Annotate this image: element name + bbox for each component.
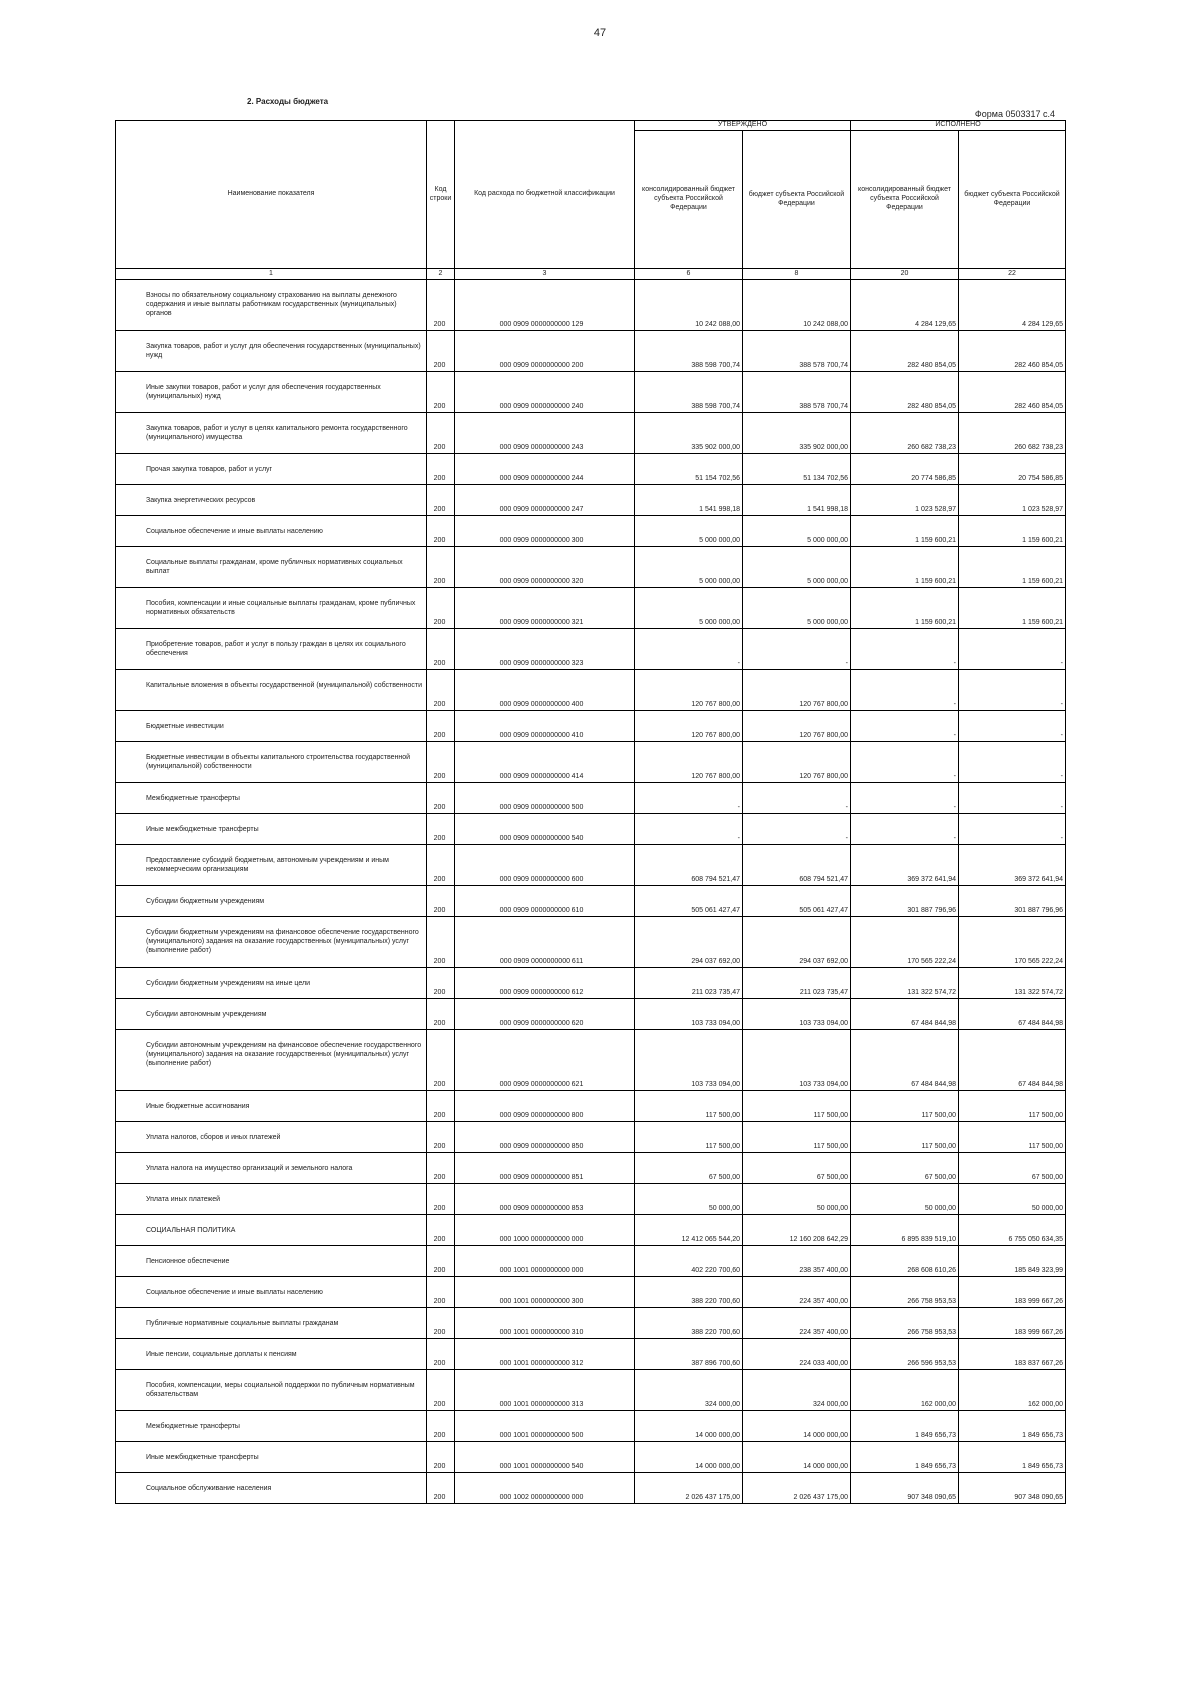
row-classification-code: 000 0909 0000000000 851 (455, 1153, 635, 1184)
table-row (116, 845, 1066, 886)
table-body (116, 280, 1066, 1504)
row-approved-subject: 294 037 692,00 (743, 917, 851, 968)
row-executed-subject: 301 887 796,96 (959, 886, 1066, 917)
row-approved-consolidated: 103 733 094,00 (635, 1030, 743, 1091)
row-approved-consolidated: 117 500,00 (635, 1122, 743, 1153)
table-row (116, 814, 1066, 845)
row-name: Капитальные вложения в объекты государственной (муниципальной) собственности (116, 670, 427, 711)
row-classification-code: 000 0909 0000000000 240 (455, 372, 635, 413)
row-approved-consolidated: 388 598 700,74 (635, 331, 743, 372)
row-line-code: 200 (427, 547, 455, 588)
column-number: 20 (851, 269, 959, 280)
table-row (116, 1442, 1066, 1473)
row-name: Приобретение товаров, работ и услуг в пользу граждан в целях их социального обеспечения (116, 629, 427, 670)
row-approved-subject: 211 023 735,47 (743, 968, 851, 999)
row-approved-consolidated: - (635, 629, 743, 670)
row-name: Социальное обеспечение и иные выплаты населению (116, 1277, 427, 1308)
row-approved-consolidated: 608 794 521,47 (635, 845, 743, 886)
row-approved-subject: 5 000 000,00 (743, 547, 851, 588)
header-name: Наименование показателя (116, 121, 427, 269)
row-executed-consolidated: 117 500,00 (851, 1122, 959, 1153)
row-approved-consolidated: 10 242 088,00 (635, 280, 743, 331)
row-classification-code: 000 1002 0000000000 000 (455, 1473, 635, 1504)
row-executed-consolidated: 1 849 656,73 (851, 1442, 959, 1473)
row-approved-subject: 388 578 700,74 (743, 331, 851, 372)
row-name: Субсидии автономным учреждениям на финансовое обеспечение государственного (муниципального) задания на оказание государственных (муниципальных) услуг (выполнение работ) (116, 1030, 427, 1091)
row-executed-consolidated: - (851, 629, 959, 670)
row-line-code: 200 (427, 783, 455, 814)
row-line-code: 200 (427, 886, 455, 917)
column-numbers-row (116, 269, 1066, 280)
row-line-code: 200 (427, 999, 455, 1030)
row-approved-consolidated: 335 902 000,00 (635, 413, 743, 454)
row-executed-subject: 117 500,00 (959, 1122, 1066, 1153)
table-row (116, 1122, 1066, 1153)
row-approved-consolidated: - (635, 814, 743, 845)
header-line-code: Код строки (427, 121, 455, 269)
row-classification-code: 000 0909 0000000000 853 (455, 1184, 635, 1215)
row-classification-code: 000 0909 0000000000 320 (455, 547, 635, 588)
table-row (116, 588, 1066, 629)
row-name: СОЦИАЛЬНАЯ ПОЛИТИКА (116, 1215, 427, 1246)
table-row (116, 968, 1066, 999)
table-row (116, 742, 1066, 783)
row-executed-consolidated: 117 500,00 (851, 1091, 959, 1122)
row-executed-subject: - (959, 711, 1066, 742)
row-executed-consolidated: 1 849 656,73 (851, 1411, 959, 1442)
row-executed-consolidated: 282 480 854,05 (851, 331, 959, 372)
row-line-code: 200 (427, 742, 455, 783)
row-classification-code: 000 0909 0000000000 500 (455, 783, 635, 814)
row-executed-subject: 170 565 222,24 (959, 917, 1066, 968)
row-approved-consolidated: 12 412 065 544,20 (635, 1215, 743, 1246)
row-executed-subject: 67 484 844,98 (959, 999, 1066, 1030)
row-line-code: 200 (427, 1030, 455, 1091)
row-name: Иные бюджетные ассигнования (116, 1091, 427, 1122)
table-row (116, 1030, 1066, 1091)
row-approved-consolidated: 5 000 000,00 (635, 547, 743, 588)
row-name: Закупка товаров, работ и услуг для обеспечения государственных (муниципальных) нужд (116, 331, 427, 372)
row-line-code: 200 (427, 1215, 455, 1246)
row-name: Межбюджетные трансферты (116, 783, 427, 814)
row-classification-code: 000 0909 0000000000 540 (455, 814, 635, 845)
row-approved-subject: 2 026 437 175,00 (743, 1473, 851, 1504)
table-row (116, 1411, 1066, 1442)
row-name: Социальное обеспечение и иные выплаты населению (116, 516, 427, 547)
header-executed-consolidated: консолидированный бюджет субъекта Российской Федерации (851, 131, 959, 269)
row-executed-subject: 1 023 528,97 (959, 485, 1066, 516)
row-approved-subject: 335 902 000,00 (743, 413, 851, 454)
row-approved-subject: 1 541 998,18 (743, 485, 851, 516)
row-approved-subject: 14 000 000,00 (743, 1411, 851, 1442)
row-executed-subject: 6 755 050 634,35 (959, 1215, 1066, 1246)
row-name: Закупка товаров, работ и услуг в целях капитального ремонта государственного (муниципального) имущества (116, 413, 427, 454)
row-approved-subject: - (743, 629, 851, 670)
row-line-code: 200 (427, 845, 455, 886)
row-classification-code: 000 0909 0000000000 850 (455, 1122, 635, 1153)
row-executed-subject: 4 284 129,65 (959, 280, 1066, 331)
row-executed-subject: 1 849 656,73 (959, 1411, 1066, 1442)
row-approved-subject: 324 000,00 (743, 1370, 851, 1411)
column-number: 8 (743, 269, 851, 280)
table-row (116, 547, 1066, 588)
row-classification-code: 000 0909 0000000000 323 (455, 629, 635, 670)
row-classification-code: 000 0909 0000000000 247 (455, 485, 635, 516)
row-executed-subject: - (959, 670, 1066, 711)
table-row (116, 711, 1066, 742)
column-number: 1 (116, 269, 427, 280)
row-line-code: 200 (427, 968, 455, 999)
row-line-code: 200 (427, 670, 455, 711)
row-classification-code: 000 0909 0000000000 400 (455, 670, 635, 711)
row-approved-consolidated: 1 541 998,18 (635, 485, 743, 516)
row-approved-subject: - (743, 783, 851, 814)
row-executed-subject: - (959, 742, 1066, 783)
row-line-code: 200 (427, 1411, 455, 1442)
row-approved-consolidated: 387 896 700,60 (635, 1339, 743, 1370)
row-line-code: 200 (427, 331, 455, 372)
table-row (116, 454, 1066, 485)
table-row (116, 783, 1066, 814)
table-row (116, 1277, 1066, 1308)
row-executed-consolidated: 131 322 574,72 (851, 968, 959, 999)
row-executed-subject: 67 484 844,98 (959, 1030, 1066, 1091)
row-approved-subject: 120 767 800,00 (743, 742, 851, 783)
row-line-code: 200 (427, 1339, 455, 1370)
row-executed-subject: 162 000,00 (959, 1370, 1066, 1411)
row-name: Прочая закупка товаров, работ и услуг (116, 454, 427, 485)
header-approved-subject: бюджет субъекта Российской Федерации (743, 131, 851, 269)
row-line-code: 200 (427, 1246, 455, 1277)
row-approved-subject: 14 000 000,00 (743, 1442, 851, 1473)
row-executed-consolidated: 266 596 953,53 (851, 1339, 959, 1370)
row-executed-subject: 183 999 667,26 (959, 1277, 1066, 1308)
row-classification-code: 000 0909 0000000000 600 (455, 845, 635, 886)
row-executed-subject: 20 754 586,85 (959, 454, 1066, 485)
table-row (116, 280, 1066, 331)
row-classification-code: 000 0909 0000000000 243 (455, 413, 635, 454)
row-executed-subject: 131 322 574,72 (959, 968, 1066, 999)
row-line-code: 200 (427, 1442, 455, 1473)
row-executed-consolidated: 266 758 953,53 (851, 1308, 959, 1339)
row-line-code: 200 (427, 454, 455, 485)
row-name: Иные пенсии, социальные доплаты к пенсиям (116, 1339, 427, 1370)
row-approved-subject: 12 160 208 642,29 (743, 1215, 851, 1246)
row-approved-consolidated: 5 000 000,00 (635, 588, 743, 629)
row-line-code: 200 (427, 1122, 455, 1153)
row-line-code: 200 (427, 1473, 455, 1504)
row-line-code: 200 (427, 1308, 455, 1339)
table-row (116, 1339, 1066, 1370)
row-line-code: 200 (427, 711, 455, 742)
row-approved-subject: 67 500,00 (743, 1153, 851, 1184)
row-executed-consolidated: 266 758 953,53 (851, 1277, 959, 1308)
row-approved-subject: 388 578 700,74 (743, 372, 851, 413)
row-approved-subject: 51 134 702,56 (743, 454, 851, 485)
table-row (116, 1215, 1066, 1246)
row-name: Уплата иных платежей (116, 1184, 427, 1215)
row-approved-consolidated: 50 000,00 (635, 1184, 743, 1215)
row-name: Субсидии бюджетным учреждениям на финансовое обеспечение государственного (муниципального) задания на оказание государственных (муниципальных) услуг (выполнение работ) (116, 917, 427, 968)
row-name: Социальное обслуживание населения (116, 1473, 427, 1504)
row-classification-code: 000 0909 0000000000 610 (455, 886, 635, 917)
section-title: 2. Расходы бюджета (247, 97, 329, 106)
row-executed-consolidated: 1 159 600,21 (851, 588, 959, 629)
row-line-code: 200 (427, 629, 455, 670)
row-executed-consolidated: 282 480 854,05 (851, 372, 959, 413)
table-row (116, 917, 1066, 968)
row-name: Субсидии бюджетным учреждениям на иные цели (116, 968, 427, 999)
table-row (116, 1473, 1066, 1504)
row-executed-consolidated: 1 023 528,97 (851, 485, 959, 516)
row-name: Пособия, компенсации и иные социальные выплаты гражданам, кроме публичных нормативных обязательств (116, 588, 427, 629)
column-number: 22 (959, 269, 1066, 280)
row-name: Предоставление субсидий бюджетным, автономным учреждениям и иным некоммерческим организациям (116, 845, 427, 886)
row-classification-code: 000 0909 0000000000 410 (455, 711, 635, 742)
row-name: Субсидии автономным учреждениям (116, 999, 427, 1030)
row-executed-consolidated: 1 159 600,21 (851, 547, 959, 588)
table-row (116, 331, 1066, 372)
row-classification-code: 000 0909 0000000000 620 (455, 999, 635, 1030)
row-name: Межбюджетные трансферты (116, 1411, 427, 1442)
row-line-code: 200 (427, 413, 455, 454)
row-executed-subject: - (959, 629, 1066, 670)
row-classification-code: 000 0909 0000000000 129 (455, 280, 635, 331)
row-classification-code: 000 0909 0000000000 200 (455, 331, 635, 372)
row-executed-consolidated: 20 774 586,85 (851, 454, 959, 485)
row-executed-consolidated: - (851, 742, 959, 783)
table-row (116, 1246, 1066, 1277)
row-name: Взносы по обязательному социальному страхованию на выплаты денежного содержания и иные выплаты работникам государственных (муниципальных) органов (116, 280, 427, 331)
row-name: Уплата налогов, сборов и иных платежей (116, 1122, 427, 1153)
table-row (116, 372, 1066, 413)
row-name: Социальные выплаты гражданам, кроме публичных нормативных социальных выплат (116, 547, 427, 588)
row-approved-subject: 224 357 400,00 (743, 1308, 851, 1339)
row-executed-subject: - (959, 783, 1066, 814)
row-approved-consolidated: - (635, 783, 743, 814)
row-executed-subject: 117 500,00 (959, 1091, 1066, 1122)
row-approved-consolidated: 388 220 700,60 (635, 1277, 743, 1308)
row-approved-consolidated: 402 220 700,60 (635, 1246, 743, 1277)
row-approved-subject: 50 000,00 (743, 1184, 851, 1215)
row-classification-code: 000 0909 0000000000 611 (455, 917, 635, 968)
header-classification-code: Код расхода по бюджетной классификации (455, 121, 635, 269)
row-executed-subject: 282 460 854,05 (959, 331, 1066, 372)
row-approved-consolidated: 294 037 692,00 (635, 917, 743, 968)
table-row (116, 516, 1066, 547)
row-line-code: 200 (427, 280, 455, 331)
row-executed-subject: - (959, 814, 1066, 845)
table-row (116, 1370, 1066, 1411)
row-executed-consolidated: - (851, 711, 959, 742)
row-line-code: 200 (427, 1277, 455, 1308)
row-executed-consolidated: - (851, 814, 959, 845)
row-approved-consolidated: 388 220 700,60 (635, 1308, 743, 1339)
row-approved-consolidated: 51 154 702,56 (635, 454, 743, 485)
row-line-code: 200 (427, 485, 455, 516)
row-approved-consolidated: 14 000 000,00 (635, 1411, 743, 1442)
row-executed-subject: 1 159 600,21 (959, 516, 1066, 547)
row-approved-consolidated: 103 733 094,00 (635, 999, 743, 1030)
row-classification-code: 000 0909 0000000000 612 (455, 968, 635, 999)
row-executed-subject: 67 500,00 (959, 1153, 1066, 1184)
row-classification-code: 000 0909 0000000000 800 (455, 1091, 635, 1122)
row-classification-code: 000 1001 0000000000 300 (455, 1277, 635, 1308)
row-executed-subject: 185 849 323,99 (959, 1246, 1066, 1277)
row-approved-consolidated: 117 500,00 (635, 1091, 743, 1122)
table-row (116, 1091, 1066, 1122)
row-executed-consolidated: 369 372 641,94 (851, 845, 959, 886)
row-approved-consolidated: 120 767 800,00 (635, 711, 743, 742)
row-classification-code: 000 1001 0000000000 500 (455, 1411, 635, 1442)
row-executed-consolidated: 67 484 844,98 (851, 999, 959, 1030)
budget-table (115, 120, 1066, 1504)
row-executed-consolidated: 907 348 090,65 (851, 1473, 959, 1504)
column-number: 3 (455, 269, 635, 280)
row-name: Субсидии бюджетным учреждениям (116, 886, 427, 917)
table-row (116, 670, 1066, 711)
row-approved-subject: 120 767 800,00 (743, 670, 851, 711)
row-executed-subject: 369 372 641,94 (959, 845, 1066, 886)
table-row (116, 1153, 1066, 1184)
row-executed-subject: 183 837 667,26 (959, 1339, 1066, 1370)
row-classification-code: 000 0909 0000000000 244 (455, 454, 635, 485)
row-approved-subject: 505 061 427,47 (743, 886, 851, 917)
row-classification-code: 000 1001 0000000000 313 (455, 1370, 635, 1411)
row-name: Закупка энергетических ресурсов (116, 485, 427, 516)
row-classification-code: 000 1001 0000000000 310 (455, 1308, 635, 1339)
row-executed-consolidated: 301 887 796,96 (851, 886, 959, 917)
row-classification-code: 000 0909 0000000000 300 (455, 516, 635, 547)
row-executed-consolidated: - (851, 783, 959, 814)
row-approved-subject: 103 733 094,00 (743, 1030, 851, 1091)
table-row (116, 629, 1066, 670)
header-group-executed: ИСПОЛНЕНО (851, 121, 1066, 131)
row-executed-subject: 1 849 656,73 (959, 1442, 1066, 1473)
row-executed-consolidated: 67 484 844,98 (851, 1030, 959, 1091)
table-row (116, 1308, 1066, 1339)
row-approved-consolidated: 120 767 800,00 (635, 742, 743, 783)
form-label: Форма 0503317 с.4 (974, 109, 1055, 119)
row-executed-consolidated: 4 284 129,65 (851, 280, 959, 331)
row-line-code: 200 (427, 1370, 455, 1411)
row-approved-subject: - (743, 814, 851, 845)
row-approved-consolidated: 388 598 700,74 (635, 372, 743, 413)
row-executed-subject: 1 159 600,21 (959, 588, 1066, 629)
table-row (116, 886, 1066, 917)
row-name: Бюджетные инвестиции в объекты капитального строительства государственной (муниципальной) собственности (116, 742, 427, 783)
row-classification-code: 000 0909 0000000000 321 (455, 588, 635, 629)
row-executed-consolidated: 6 895 839 519,10 (851, 1215, 959, 1246)
row-classification-code: 000 1001 0000000000 000 (455, 1246, 635, 1277)
row-approved-subject: 224 033 400,00 (743, 1339, 851, 1370)
row-approved-consolidated: 324 000,00 (635, 1370, 743, 1411)
row-line-code: 200 (427, 814, 455, 845)
row-approved-subject: 608 794 521,47 (743, 845, 851, 886)
row-classification-code: 000 1001 0000000000 312 (455, 1339, 635, 1370)
row-approved-subject: 224 357 400,00 (743, 1277, 851, 1308)
row-line-code: 200 (427, 917, 455, 968)
row-approved-subject: 120 767 800,00 (743, 711, 851, 742)
row-name: Бюджетные инвестиции (116, 711, 427, 742)
row-executed-consolidated: 170 565 222,24 (851, 917, 959, 968)
header-executed-subject: бюджет субъекта Российской Федерации (959, 131, 1066, 269)
row-executed-subject: 907 348 090,65 (959, 1473, 1066, 1504)
row-name: Пенсионное обеспечение (116, 1246, 427, 1277)
row-executed-consolidated: 268 608 610,26 (851, 1246, 959, 1277)
row-name: Иные межбюджетные трансферты (116, 814, 427, 845)
row-executed-consolidated: 1 159 600,21 (851, 516, 959, 547)
row-line-code: 200 (427, 1153, 455, 1184)
table-row (116, 999, 1066, 1030)
row-name: Иные межбюджетные трансферты (116, 1442, 427, 1473)
row-approved-subject: 238 357 400,00 (743, 1246, 851, 1277)
table-row (116, 413, 1066, 454)
row-approved-consolidated: 120 767 800,00 (635, 670, 743, 711)
row-approved-subject: 103 733 094,00 (743, 999, 851, 1030)
row-name: Пособия, компенсации, меры социальной поддержки по публичным нормативным обязательствам (116, 1370, 427, 1411)
header-approved-consolidated: консолидированный бюджет субъекта Российской Федерации (635, 131, 743, 269)
table-row (116, 1184, 1066, 1215)
row-executed-consolidated: 50 000,00 (851, 1184, 959, 1215)
row-executed-subject: 260 682 738,23 (959, 413, 1066, 454)
row-approved-consolidated: 505 061 427,47 (635, 886, 743, 917)
row-name: Уплата налога на имущество организаций и земельного налога (116, 1153, 427, 1184)
row-line-code: 200 (427, 516, 455, 547)
row-line-code: 200 (427, 1091, 455, 1122)
row-classification-code: 000 1000 0000000000 000 (455, 1215, 635, 1246)
row-approved-consolidated: 67 500,00 (635, 1153, 743, 1184)
column-number: 2 (427, 269, 455, 280)
row-line-code: 200 (427, 588, 455, 629)
row-approved-consolidated: 5 000 000,00 (635, 516, 743, 547)
row-approved-subject: 117 500,00 (743, 1091, 851, 1122)
row-executed-subject: 1 159 600,21 (959, 547, 1066, 588)
row-line-code: 200 (427, 372, 455, 413)
row-executed-consolidated: 260 682 738,23 (851, 413, 959, 454)
row-approved-consolidated: 211 023 735,47 (635, 968, 743, 999)
row-approved-subject: 117 500,00 (743, 1122, 851, 1153)
row-line-code: 200 (427, 1184, 455, 1215)
row-classification-code: 000 1001 0000000000 540 (455, 1442, 635, 1473)
row-executed-consolidated: 67 500,00 (851, 1153, 959, 1184)
row-executed-subject: 183 999 667,26 (959, 1308, 1066, 1339)
row-approved-consolidated: 2 026 437 175,00 (635, 1473, 743, 1504)
row-approved-subject: 10 242 088,00 (743, 280, 851, 331)
row-executed-subject: 282 460 854,05 (959, 372, 1066, 413)
row-executed-consolidated: - (851, 670, 959, 711)
page-number: 47 (593, 27, 607, 39)
column-number: 6 (635, 269, 743, 280)
row-classification-code: 000 0909 0000000000 414 (455, 742, 635, 783)
row-name: Иные закупки товаров, работ и услуг для обеспечения государственных (муниципальных) нужд (116, 372, 427, 413)
header-group-approved: УТВЕРЖДЕНО (635, 121, 851, 131)
table-row (116, 485, 1066, 516)
row-classification-code: 000 0909 0000000000 621 (455, 1030, 635, 1091)
row-executed-consolidated: 162 000,00 (851, 1370, 959, 1411)
row-approved-consolidated: 14 000 000,00 (635, 1442, 743, 1473)
row-executed-subject: 50 000,00 (959, 1184, 1066, 1215)
row-approved-subject: 5 000 000,00 (743, 516, 851, 547)
row-name: Публичные нормативные социальные выплаты гражданам (116, 1308, 427, 1339)
row-approved-subject: 5 000 000,00 (743, 588, 851, 629)
